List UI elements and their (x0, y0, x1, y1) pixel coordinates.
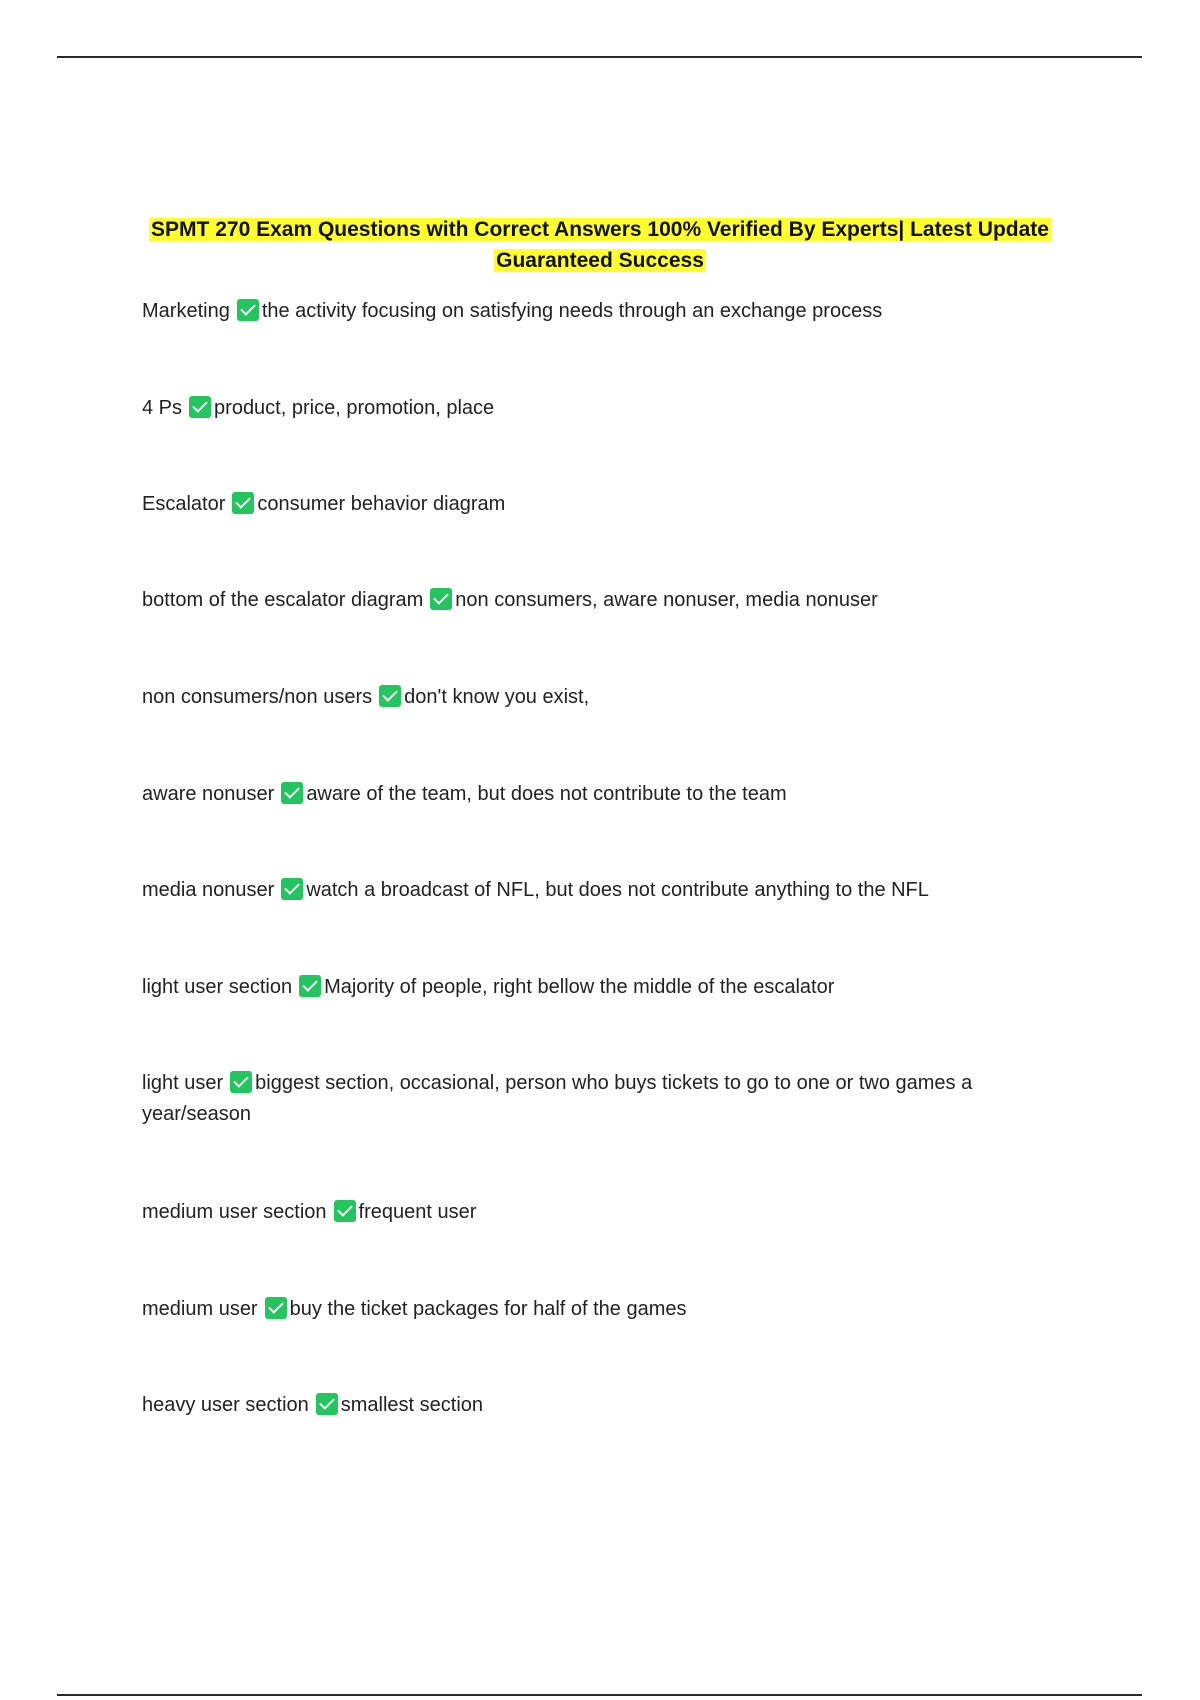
entry-definition: don't know you exist, (404, 686, 590, 708)
entry-media-nonuser (142, 875, 1042, 906)
bottom-rule (57, 1694, 1142, 1696)
entry-definition: watch a broadcast of NFL, but does not contribute anything to the NFL (306, 879, 929, 901)
entry-medium-user (142, 1294, 1042, 1325)
entry-term: light user section (142, 976, 293, 998)
entry-term: heavy user section (142, 1394, 309, 1416)
entry-term: 4 Ps (142, 397, 183, 419)
check-mark-icon (230, 1071, 252, 1093)
entry-term: light user (142, 1072, 224, 1094)
entry-definition: product, price, promotion, place (214, 397, 495, 419)
entry-term: bottom of the escalator diagram (142, 589, 424, 611)
check-mark-icon (299, 975, 321, 997)
check-mark-icon (232, 492, 254, 514)
check-mark-icon (281, 878, 303, 900)
entry-term: medium user section (142, 1201, 327, 1223)
entry-definition: Majority of people, right bellow the middle of the escalator (324, 976, 835, 998)
entry-definition: smallest section (340, 1394, 484, 1416)
entry-term: Escalator (142, 493, 226, 515)
check-mark-icon (316, 1393, 338, 1415)
entry-medium-user-section (142, 1197, 1042, 1228)
entry-definition: non consumers, aware nonuser, media nonuser (455, 589, 878, 611)
entry-bottom-of-escalator (142, 585, 1042, 616)
check-mark-icon (379, 685, 401, 707)
check-mark-icon (265, 1297, 287, 1319)
entry-marketing (142, 296, 1042, 327)
entry-aware-nonuser (142, 779, 1042, 810)
entry-4-ps (142, 393, 1042, 424)
check-mark-icon (189, 396, 211, 418)
check-mark-icon (281, 782, 303, 804)
entry-term: medium user (142, 1298, 258, 1320)
entry-term: aware nonuser (142, 783, 275, 805)
entry-escalator (142, 489, 1042, 520)
check-mark-icon (334, 1200, 356, 1222)
entry-term: media nonuser (142, 879, 275, 901)
entry-definition: consumer behavior diagram (257, 493, 506, 515)
entry-term: non consumers/non users (142, 686, 373, 708)
entry-definition: buy the ticket packages for half of the games (289, 1298, 687, 1320)
entry-light-user-section (142, 972, 1042, 1003)
check-mark-icon (430, 588, 452, 610)
entry-definition: frequent user (358, 1201, 477, 1223)
entry-definition: aware of the team, but does not contribute to the team (306, 783, 787, 805)
title-highlight: SPMT 270 Exam Questions with Correct Answers 100% Verified By Experts| Latest Update Guaranteed Success (151, 218, 1049, 272)
entry-non-consumers (142, 682, 1042, 713)
entry-definition: the activity focusing on satisfying needs through an exchange process (261, 300, 883, 322)
entry-heavy-user-section (142, 1390, 1042, 1421)
entry-term: Marketing (142, 300, 230, 322)
entry-definition: biggest section, occasional, person who buys tickets to go to one or two games a year/season (142, 1072, 973, 1125)
check-mark-icon (237, 299, 259, 321)
entry-light-user (142, 1068, 1042, 1130)
